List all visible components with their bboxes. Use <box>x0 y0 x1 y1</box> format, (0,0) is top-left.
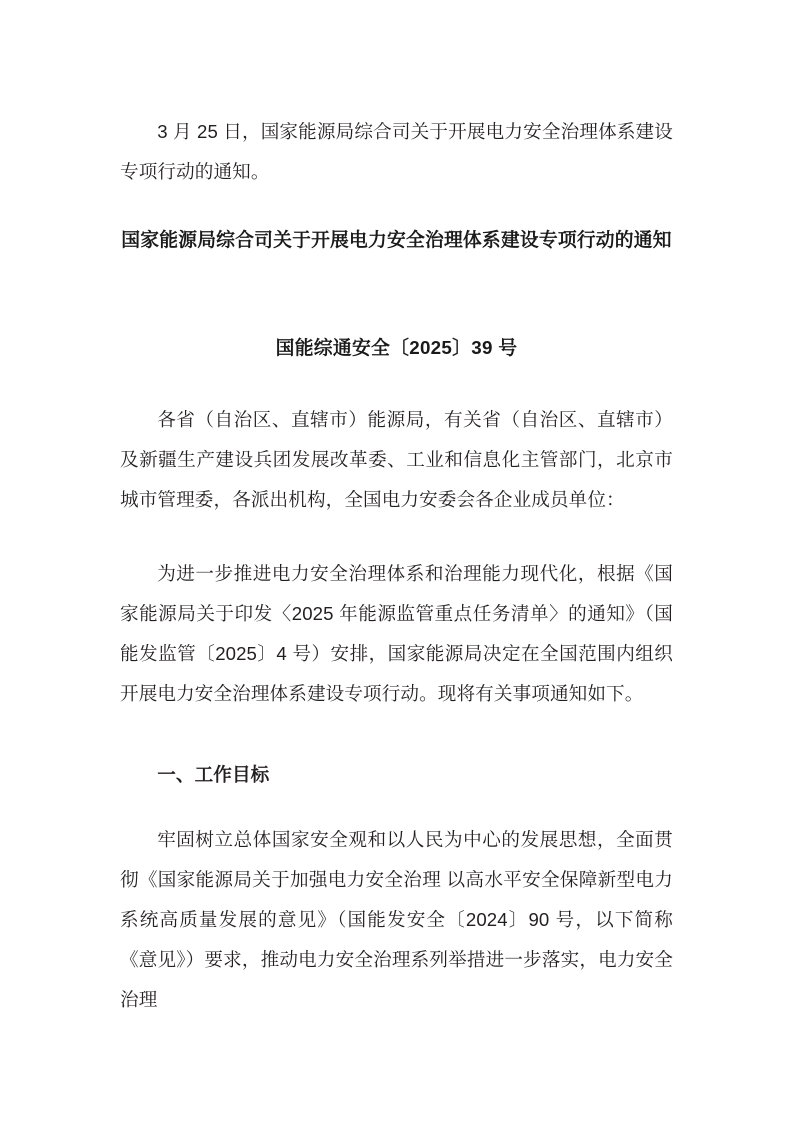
section-heading-block <box>120 755 673 795</box>
basis-paragraph: 为进一步推进电力安全治理体系和治理能力现代化，根据《国家能源局关于印发〈2025 年能源监管重点任务清单〉的通知》（国能发监管〔2025〕4 号）安排，国家能源局决定在全国范围内组织开展电力安全治理体系建设专项行动。现将有关事项通知如下。 <box>120 563 673 704</box>
document-title: 国家能源局综合司关于开展电力安全治理体系建设专项行动的通知 <box>121 229 672 250</box>
title-block <box>120 220 673 260</box>
document-serial-number: 国能综通安全〔2025〕39 号 <box>275 337 518 358</box>
basis-block <box>120 554 673 714</box>
work-objectives-paragraph: 牢固树立总体国家安全观和以人民为中心的发展思想，全面贯彻《国家能源局关于加强电力安全治理 以高水平安全保障新型电力系统高质量发展的意见》（国能发安全〔2024〕90 号，以下简称《意见》）要求，推动电力安全治理系列举措进一步落实，电力安全治理 <box>120 829 673 1010</box>
section-heading-work-objectives: 一、工作目标 <box>157 764 270 785</box>
intro-block <box>120 112 673 192</box>
goal-block <box>120 820 673 1020</box>
document-number-block <box>120 328 673 368</box>
recipients-block <box>120 400 673 520</box>
intro-paragraph: 3 月 25 日，国家能源局综合司关于开展电力安全治理体系建设专项行动的通知。 <box>120 121 673 182</box>
recipients-paragraph: 各省（自治区、直辖市）能源局，有关省（自治区、直辖市）及新疆生产建设兵团发展改革委、工业和信息化主管部门，北京市城市管理委，各派出机构，全国电力安委会各企业成员单位： <box>120 409 673 510</box>
